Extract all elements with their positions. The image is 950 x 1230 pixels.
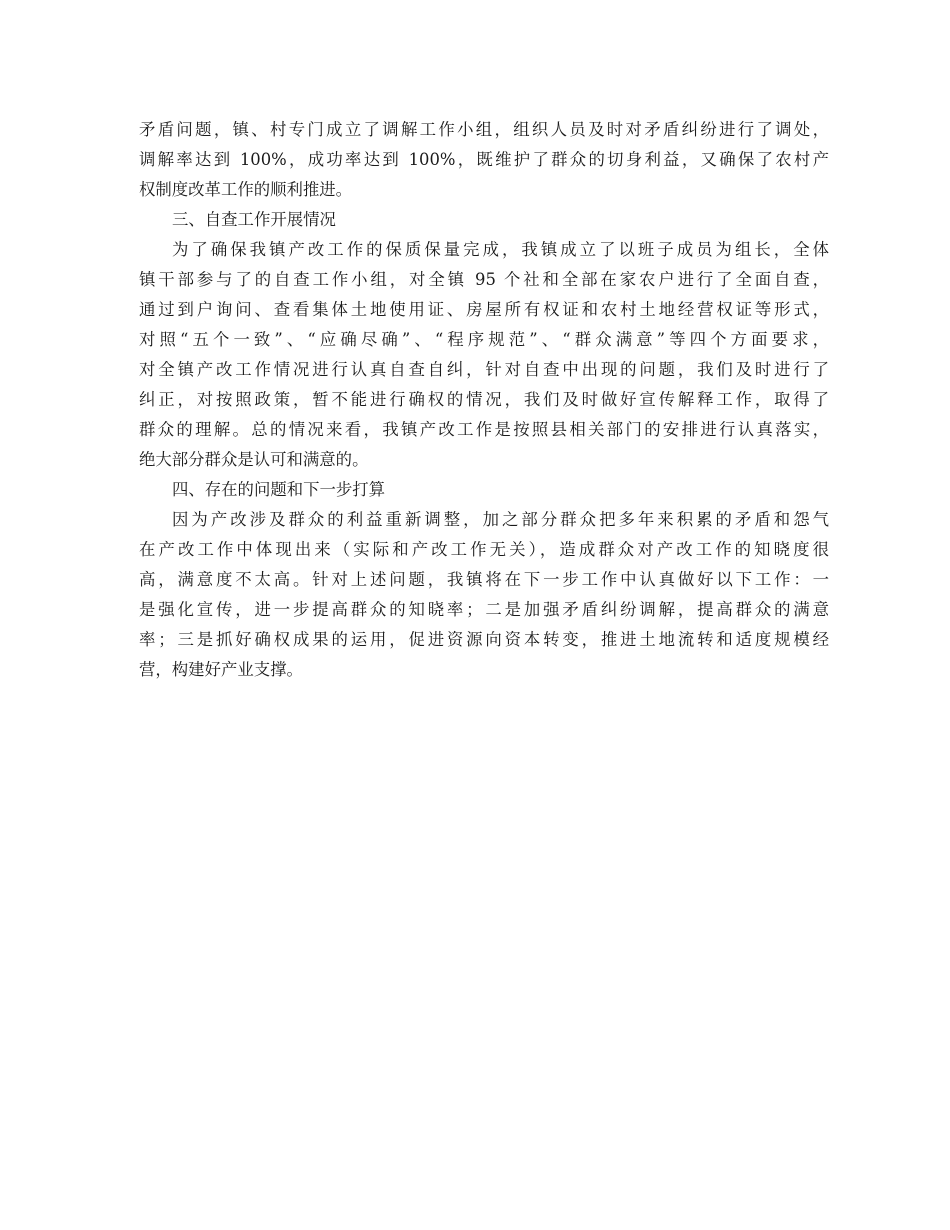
paragraph-line: 为了确保我镇产改工作的保质保量完成，我镇成立了以班子成员为组长，全体 <box>172 240 829 259</box>
paragraph-line: 镇干部参与了的自查工作小组，对全镇 95 个社和全部在家农户进行了全面自查， <box>139 270 829 289</box>
paragraph-line: 调解率达到 100%，成功率达到 100%，既维护了群众的切身利益，又确保了农村产 <box>139 150 829 169</box>
section-heading-4: 四、存在的问题和下一步打算 <box>172 480 386 499</box>
paragraph-line: 绝大部分群众是认可和满意的。 <box>139 450 369 469</box>
paragraph-line: 高，满意度不太高。针对上述问题，我镇将在下一步工作中认真做好以下工作：一 <box>139 570 829 589</box>
paragraph-2 <box>139 235 829 475</box>
paragraph-3 <box>139 505 829 685</box>
paragraph-line: 对照“五个一致”、“应确尽确”、“程序规范”、“群众满意”等四个方面要求， <box>139 330 829 349</box>
paragraph-line: 对全镇产改工作情况进行认真自查自纠，针对自查中出现的问题，我们及时进行了 <box>139 360 829 379</box>
document-page <box>139 115 829 685</box>
paragraph-line: 群众的理解。总的情况来看，我镇产改工作是按照县相关部门的安排进行认真落实， <box>139 420 829 439</box>
paragraph-1 <box>139 115 829 205</box>
paragraph-line: 在产改工作中体现出来（实际和产改工作无关），造成群众对产改工作的知晓度很 <box>139 540 829 559</box>
paragraph-line: 通过到户询问、查看集体土地使用证、房屋所有权证和农村土地经营权证等形式， <box>139 300 829 319</box>
section-heading-3: 三、自查工作开展情况 <box>172 210 336 229</box>
paragraph-line: 营，构建好产业支撑。 <box>139 660 303 679</box>
paragraph-line: 权制度改革工作的顺利推进。 <box>139 180 353 199</box>
paragraph-line: 纠正，对按照政策，暂不能进行确权的情况，我们及时做好宣传解释工作，取得了 <box>139 390 829 409</box>
paragraph-line: 因为产改涉及群众的利益重新调整，加之部分群众把多年来积累的矛盾和怨气 <box>172 510 829 529</box>
paragraph-line: 矛盾问题，镇、村专门成立了调解工作小组，组织人员及时对矛盾纠纷进行了调处， <box>139 120 829 139</box>
paragraph-line: 率；三是抓好确权成果的运用，促进资源向资本转变，推进土地流转和适度规模经 <box>139 630 829 649</box>
paragraph-line: 是强化宣传，进一步提高群众的知晓率；二是加强矛盾纠纷调解，提高群众的满意 <box>139 600 829 619</box>
